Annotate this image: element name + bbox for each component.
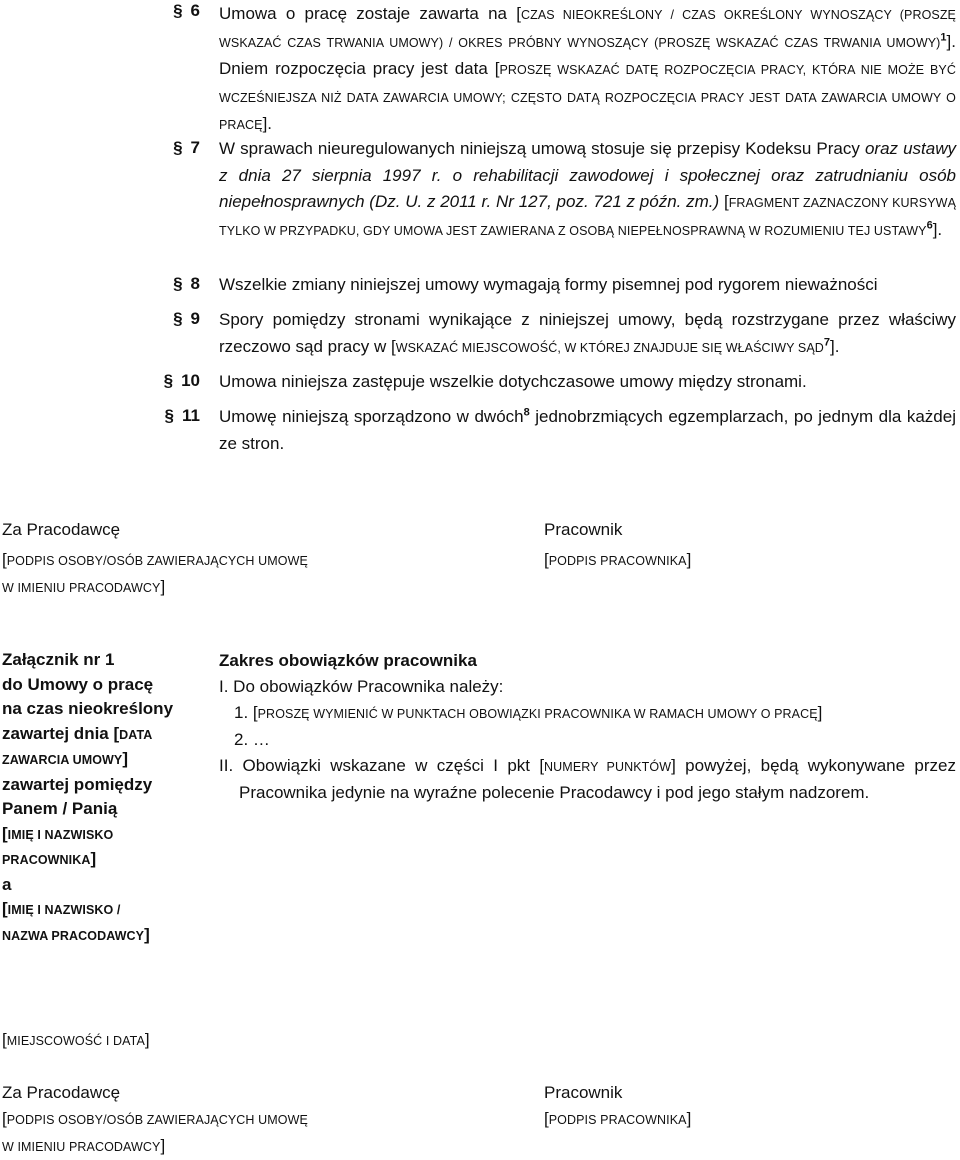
paragraph-number: § 6	[173, 1, 200, 20]
employer-signature-block-bottom	[2, 1080, 308, 1160]
employee-label: Pracownik	[544, 520, 623, 539]
paragraph-number: § 9	[173, 309, 200, 328]
paragraph-number: § 8	[173, 274, 200, 293]
paragraph-number: § 10	[163, 371, 200, 390]
paragraph-number: § 7	[173, 138, 200, 157]
employee-signature-block-bottom	[544, 1080, 691, 1133]
employer-signature-placeholder: [PODPIS OSOBY/OSÓB ZAWIERAJĄCYCH UMOWĘ	[2, 1109, 308, 1128]
employee-signature-placeholder: [PODPIS PRACOWNIKA]	[544, 1109, 692, 1128]
paragraph-text: Wszelkie zmiany niniejszej umowy wymagają formy pisemnej pod rygorem nieważności	[219, 275, 878, 294]
paragraph-text: Spory pomiędzy stronami wynikające z niniejszej umowy, będą rozstrzygane przez właściwy rzeczowo sąd pracy w [WSKAZAĆ MIEJSCOWOŚĆ, W KTÓREJ ZNAJDUJE SIĘ WŁAŚCIWY SĄD$^7$].	[219, 310, 956, 356]
footnote-ref: 1	[940, 30, 947, 43]
employer-label: Za Pracodawcę	[2, 520, 121, 539]
paragraph-number: § 11	[164, 406, 200, 425]
employer-signature-placeholder-line2: W IMIENIU PRACODAWCY]	[2, 577, 166, 596]
paragraph-text: Umowę niniejszą sporządzono w dwóch$^8$ jednobrzmiących egzemplarzach, po jednym dla każdej ze stron.	[219, 406, 956, 453]
footnote-ref: 7	[823, 335, 831, 348]
employee-label: Pracownik	[544, 1083, 623, 1102]
employer-signature-block	[2, 517, 308, 601]
paragraph-text: Umowa niniejsza zastępuje wszelkie dotychczasowe umowy między stronami.	[219, 372, 807, 391]
paragraph-text: Umowa o pracę zostaje zawarta na [CZAS NIEOKREŚLONY / CZAS OKREŚLONY WYNOSZĄCY (PROSZĘ WSKAZAĆ CZAS TRWANIA UMOWY) / OKRES PRÓBNY WYNOSZĄCY (PROSZĘ WSKAZAĆ CZAS TRWANIA UMOWY)$^1$]. Dniem rozpoczęcia pracy jest data [PROSZĘ WSKAZAĆ DATĘ ROZPOCZĘCIA PRACY, KTÓRA NIE MOŻE BYĆ WCZEŚNIEJSZA NIŻ DATA ZAWARCIA UMOWY; CZĘSTO DATĄ ROZPOCZĘCIA PRACY JEST DATA ZAWARCIA UMOWY O PRACĘ].	[219, 4, 956, 133]
duties-clause-2: II. Obowiązki wskazane w części I pkt [NUMERY PUNKTÓW] powyżej, będą wykonywane przez Pracownika jedynie na wyraźne polecenie Pracodawcy i pod jego stałym nadzorem.	[219, 756, 956, 802]
appendix-reference: Załącznik nr 1 do Umowy o pracę na czas nieokreślony zawartej dnia [DATA ZAWARCIA UMOWY] zawartej pomiędzy Panem / Panią [IMIĘ I NAZWISKO PRACOWNIKA] a [IMIĘ I NAZWISKO / NAZWA PRACODAWCY]	[2, 650, 174, 944]
appendix-duties	[219, 648, 956, 806]
employer-signature-placeholder-line2: W IMIENIU PRACODAWCY]	[2, 1136, 166, 1155]
duties-intro: I. Do obowiązków Pracownika należy:	[219, 677, 504, 696]
duty-item-2: 2. …	[234, 730, 270, 749]
appendix-title: Zakres obowiązków pracownika	[219, 651, 477, 670]
footnote-ref: 6	[926, 218, 933, 231]
employee-signature-block	[544, 517, 691, 574]
employer-signature-placeholder: [PODPIS OSOBY/OSÓB ZAWIERAJĄCYCH UMOWĘ	[2, 550, 308, 569]
footnote-ref: 8	[523, 406, 530, 419]
employee-signature-placeholder: [PODPIS PRACOWNIKA]	[544, 550, 692, 569]
paragraph-text: W sprawach nieuregulowanych niniejszą umową stosuje się przepisy Kodeksu Pracy oraz ustawy z dnia 27 sierpnia 1997 r. o rehabilitacji zawodowej i społecznej oraz zatrudnianiu osób niepełnosprawnych (Dz. U. z 2011 r. Nr 127, poz. 721 z późn. zm.) [FRAGMENT ZAZNACZONY KURSYWĄ TYLKO W PRZYPADKU, GDY UMOWA JEST ZAWIERANA Z OSOBĄ NIEPEŁNOSPRAWNĄ W ROZUMIENIU TEJ USTAWY$^6$].	[219, 139, 957, 239]
place-and-date: [MIEJSCOWOŚĆ I DATA]	[2, 1030, 150, 1049]
employer-label: Za Pracodawcę	[2, 1083, 121, 1102]
duty-item-1: 1. [PROSZĘ WYMIENIĆ W PUNKTACH OBOWIĄZKI PRACOWNIKA W RAMACH UMOWY O PRACĘ]	[234, 703, 823, 722]
